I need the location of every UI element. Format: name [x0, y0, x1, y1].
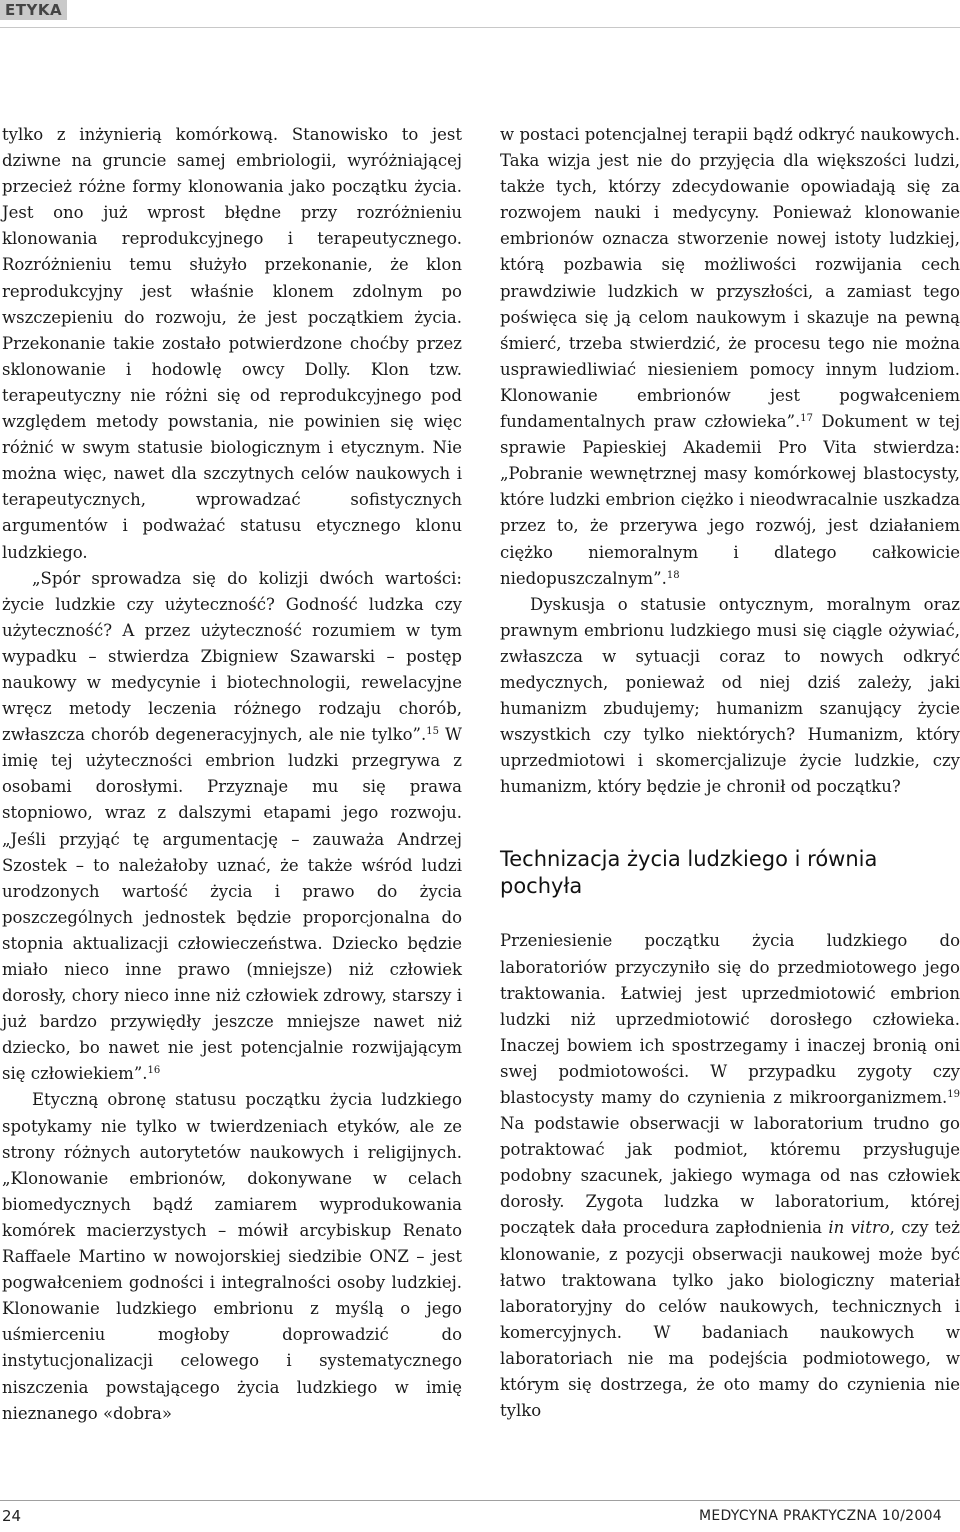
paragraph-text: w postaci potencjalnej terapii bądź odkryć naukowych. Taka wizja jest nie do przyjęcia dla większości ludzi, także tych, którzy zdecydowanie opowiadają się za rozwojem nauki i medycyny. Ponieważ klonowanie embrionów oznacza stworzenie nowej istoty ludzkiej, którą pozbawia się możliwości rozwijania cech prawdziwie ludzkich w przyszłości, a zamiast tego poświęca się ją celom naukowym i skazuje na pewną śmierć, trzeba stwierdzić, że procesu tego nie można usprawiedliwiać niesieniem pomocy innym ludziom. Klonowanie embrionów jest pogwałceniem fundamentalnych praw człowieka”.	[500, 125, 960, 432]
paragraph-text: „Spór sprowadza się do kolizji dwóch wartości: życie ludzkie czy użyteczność? Godność ludzka czy użyteczność? A przez użyteczność rozumiem w tym wypadku – stwierdza Zbigniew Szawarski – postęp naukowy w medycynie i biotechnologii, rewelacyjne wręcz metody leczenia różnego rodzaju chorób, zwłaszcza chorób degeneracyjnych, ale nie tylko”.	[2, 568, 462, 745]
section-label: ETYKA	[0, 0, 67, 20]
paragraph: Etyczną obronę statusu początku życia ludzkiego spotykamy nie tylko w twierdzeniach etyków, ale ze strony różnych autorytetów naukowych i religijnych. „Klonowanie embrionów, dokonywane w celach biomedycznych bądź zamiarem wyprodukowania komórek macierzystych – mówił arcybiskup Renato Raffaele Martino w nowojorskiej siedzibie ONZ – jest pogwałceniem godności i integralności osoby ludzkiej. Klonowanie ludzkiego embrionu z myślą o jego uśmierceniu mogłoby doprowadzić do instytucjonalizacji celowego i systematycznego niszczenia powstającego życia ludzkiego w imię nieznanego «dobra»	[2, 1090, 462, 1423]
paragraph: tylko z inżynierią komórkową. Stanowisko to jest dziwne na gruncie samej embriologii, wyróżniającej przecież różne formy klonowania jako początku życia. Jest ono już wprost błędne przy rozróżnieniu klonowania reprodukcyjnego i terapeutycznego. Rozróżnieniu temu służyło przekonanie, że klon reprodukcyjny jest właśnie klonem zdolnym po wszczepieniu do rozwoju, że jest początkiem życia. Przekonanie takie zostało potwierdzone choćby przez sklonowanie i hodowlę owcy Dolly. Klon tzw. terapeutyczny nie różni się od reprodukcyjnego pod względem metody powstania, nie powinien się więc różnić w swym statusie biologicznym i etycznym. Nie można więc, nawet dla szczytnych celów naukowych i terapeutycznych, wprowadzać sofistycznych argumentów i podważać statusu etycznego klonu ludzkiego.	[2, 125, 462, 562]
left-column	[2, 122, 462, 1427]
footnote-ref: 19	[947, 1089, 960, 1100]
paragraph	[2, 566, 462, 1088]
italic-term: in vitro	[828, 1218, 890, 1238]
paragraph-text: , czy też klonowanie, z pozycji obserwacji naukowej może być łatwo traktowana tylko jako biologiczny materiał laboratoryjny do celów naukowych, technicznych i komercyjnych. W badaniach naukowych w laboratoriach nie ma podejścia podmiotowego, w którym się dostrzega, że oto mamy do czynienia nie tylko	[500, 1218, 960, 1421]
paragraph-text: Na podstawie obserwacji w laboratorium trudno go potraktować jak podmiot, któremu przysługuje podobny szacunek, jakiego wymaga od nas człowiek dorosły. Zygota ludzka w laboratorium, której początek dała procedura zapłodnienia	[500, 1114, 960, 1238]
right-column	[500, 122, 960, 1424]
section-heading: Technizacja życia ludzkiego i równia pochyła	[500, 847, 878, 899]
paragraph-text: Dokument w tej sprawie Papieskiej Akademii Pro Vita stwierdza: „Pobranie wewnętrznej masy komórkowej blastocysty, które ludzki embrion ciężko i nieodwracalnie uszkadza przez to, że przerywa jego rozwój, jest działaniem ciężko niemoralnym i dlatego całkowicie niedopuszczalnym”.	[500, 412, 960, 588]
paragraph: Dyskusja o statusie ontycznym, moralnym oraz prawnym embrionu ludzkiego musi się ciągle ożywiać, zwłaszcza w sytuacji coraz to nowych odkryć medycznych, ponieważ od niej dziś zależy, jaki humanizm zbudujemy; humanizm szanujący życie wszystkich czy tylko niektórych? Humanizm, który uprzedmiotowi i skomercjalizuje życie ludzkie, czy humanizm, który będzie je chronił od początku?	[500, 594, 960, 797]
journal-title: MEDYCYNA PRAKTYCZNA 10/2004	[698, 1508, 942, 1524]
paragraph	[500, 928, 960, 1424]
footer-divider	[0, 1500, 960, 1501]
footnote-ref: 15	[426, 726, 439, 738]
paragraph	[500, 122, 960, 592]
page-number: 24	[2, 1507, 22, 1525]
header-bar	[0, 0, 960, 28]
paragraph-text: W imię tej użyteczności embrion ludzki przegrywa z osobami dorosłymi. Przyznaje mu się prawa stopniowo, wraz z dalszymi etapami jego rozwoju. „Jeśli przyjąć tę argumentację – zauważa Andrzej Szostek – to należałoby uznać, że także wśród ludzi urodzonych wartość życia i prawo do życia poszczególnych jednostek będzie proporcjonalna do stopnia aktualizacji człowieczeństwa. Dziecko będzie miało nieco inne prawo (mniejsze) niż człowiek dorosły, chory nieco inne niż człowiek zdrowy, starszy i już bardzo przywiędły jeszcze mniejsze nawet niż dziecko, bo nawet nie jest potencjalnie rozwijającym się człowiekiem”.	[2, 725, 462, 1084]
paragraph-text: Przeniesienie początku życia ludzkiego do laboratoriów przyczyniło się do przedmiotowego jego traktowania. Łatwiej jest uprzedmiotowić embrion ludzki niż uprzedmiotowić dorosłego człowieka. Inaczej bowiem ich spostrzegamy i inaczej bronią oni swej podmiotowości. W przypadku zygoty czy blastocysty mamy do czynienia z mikroorganizmem.	[500, 931, 960, 1107]
footnote-ref: 16	[147, 1065, 161, 1077]
footnote-ref: 18	[666, 569, 680, 581]
footnote-ref: 17	[800, 413, 814, 425]
